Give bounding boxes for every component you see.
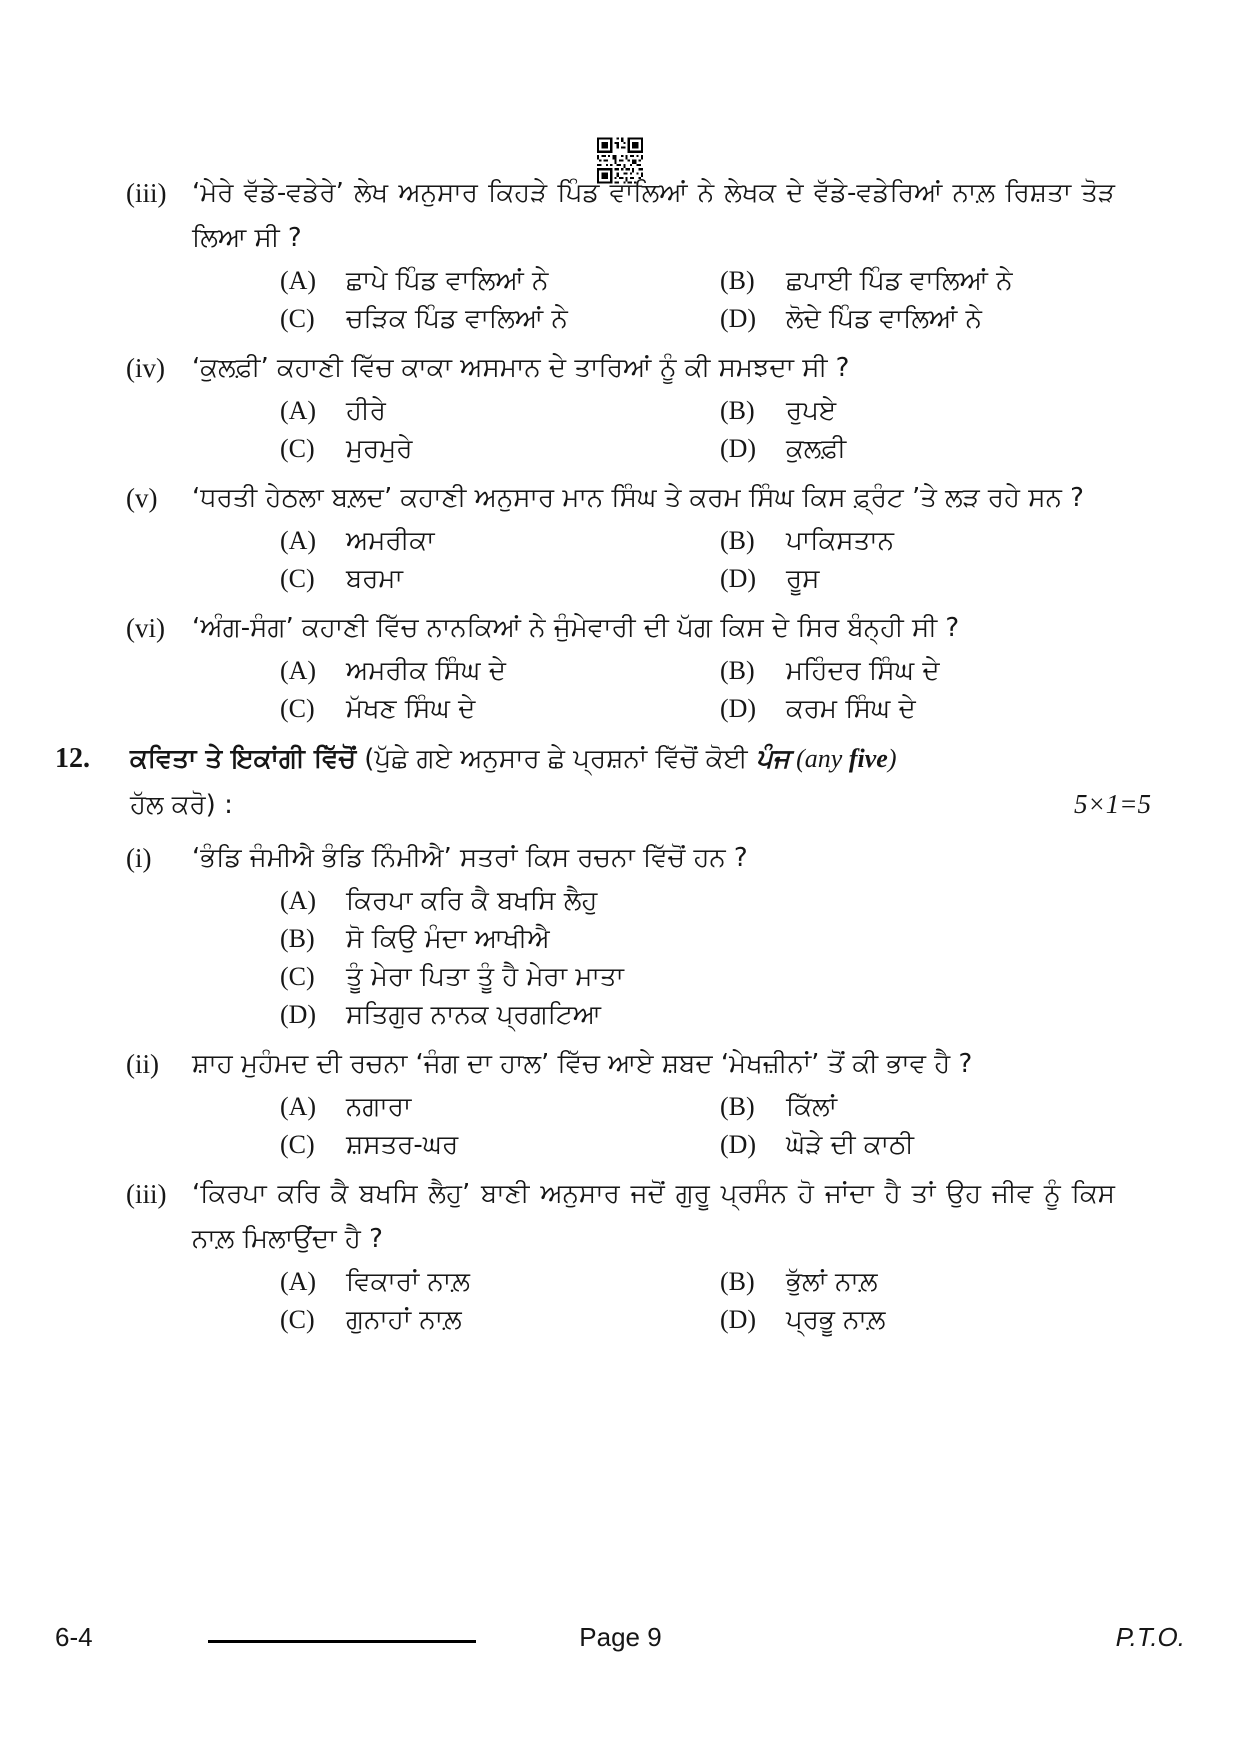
option-letter: (C) <box>280 1305 315 1334</box>
question-number: (iii) <box>126 178 167 208</box>
option-text: ਛਾਪੇ ਪਿੰਡ ਵਾਲਿਆਂ ਨੇ <box>346 266 549 296</box>
option-text: ਰੁਪਏ <box>786 396 837 426</box>
question-item-11-vi <box>0 606 1241 728</box>
instruction-anyfive-pre: (any <box>789 744 849 773</box>
option-text: ਅਮਰੀਕ ਸਿੰਘ ਦੇ <box>346 656 506 686</box>
option-letter: (C) <box>280 694 315 723</box>
option-letter: (A) <box>280 656 317 685</box>
question-text: ‘ਮੇਰੇ ਵੱਡੇ-ਵਡੇਰੇ’ ਲੇਖ ਅਨੁਸਾਰ ਕਿਹੜੇ ਪਿੰਡ ਵਾਲਿਆਂ ਨੇ ਲੇਖਕ ਦੇ ਵੱਡੇ-ਵਡੇਰਿਆਂ ਨਾਲ਼ ਰਿਸ਼ਤਾ ਤੋੜ ਲਿਆ ਸੀ ? <box>192 178 1115 253</box>
option-text: ਪਾਕਿਸਤਾਨ <box>786 526 894 556</box>
option-letter: (A) <box>280 266 317 295</box>
option-letter: (D) <box>280 1000 317 1029</box>
instruction-anyfive-word: five <box>848 744 888 773</box>
option-text: ਪ੍ਰਭੂ ਨਾਲ਼ <box>786 1305 886 1335</box>
option-text: ਹੀਰੇ <box>346 396 386 426</box>
question-number: (i) <box>126 843 152 873</box>
option-text: ਚੜਿਕ ਪਿੰਡ ਵਾਲਿਆਂ ਨੇ <box>346 304 568 334</box>
option-text: ਰੂਸ <box>786 564 820 594</box>
option-a <box>280 262 720 300</box>
option-letter: (A) <box>280 886 317 915</box>
question-item-11-v <box>0 476 1241 598</box>
option-letter: (B) <box>720 1092 755 1121</box>
question-item-11-iv <box>0 346 1241 468</box>
page-footer <box>0 1620 1241 1665</box>
question-12-header <box>0 736 1241 828</box>
option-letter: (B) <box>720 656 755 685</box>
question-item-11-iii <box>0 171 1241 338</box>
question-number: (ii) <box>126 1049 159 1079</box>
instruction-five-bold: ਪੰਜ <box>755 744 790 774</box>
option-b <box>280 920 550 958</box>
option-b <box>720 522 894 560</box>
option-text: ਕੁਲਫ਼ੀ <box>786 434 847 464</box>
option-letter: (B) <box>280 924 315 953</box>
question-number: 12. <box>55 743 90 774</box>
option-d <box>720 1126 914 1164</box>
option-c <box>280 1301 720 1339</box>
question-text: ‘ਅੰਗ-ਸੰਗ’ ਕਹਾਣੀ ਵਿੱਚ ਨਾਨਕਿਆਂ ਨੇ ਜੁੰਮੇਵਾਰੀ ਦੀ ਪੱਗ ਕਿਸ ਦੇ ਸਿਰ ਬੰਨ੍ਹੀ ਸੀ ? <box>192 613 960 643</box>
option-b <box>720 262 1013 300</box>
instruction-line2: ਹੱਲ ਕਰੋ) : <box>130 790 233 820</box>
question-item-12-iii <box>0 1172 1241 1339</box>
option-a <box>280 882 597 920</box>
pto-label: P.T.O. <box>1115 1622 1185 1652</box>
option-text: ਛਪਾਈ ਪਿੰਡ ਵਾਲਿਆਂ ਨੇ <box>786 266 1013 296</box>
question-number: (iii) <box>126 1179 167 1209</box>
option-text: ਸਤਿਗੁਰ ਨਾਨਕ ਪ੍ਰਗਟਿਆ <box>346 1000 602 1030</box>
option-text: ਮੱਖਣ ਸਿੰਘ ਦੇ <box>346 694 476 724</box>
option-text: ਮੁਰਮੁਰੇ <box>346 434 413 464</box>
option-letter: (C) <box>280 1130 315 1159</box>
option-d <box>720 1301 885 1339</box>
option-letter: (B) <box>720 1267 755 1296</box>
option-text: ਲੋਦੇ ਪਿੰਡ ਵਾਲਿਆਂ ਨੇ <box>786 304 982 334</box>
option-letter: (D) <box>720 434 757 463</box>
option-c <box>280 1126 720 1164</box>
question-number: (v) <box>126 483 158 513</box>
option-letter: (A) <box>280 526 317 555</box>
option-text: ਮਹਿੰਦਰ ਸਿੰਘ ਦੇ <box>786 656 940 686</box>
question-text: ‘ਕਿਰਪਾ ਕਰਿ ਕੈ ਬਖਸਿ ਲੈਹੁ’ ਬਾਣੀ ਅਨੁਸਾਰ ਜਦੋਂ ਗੁਰੂ ਪ੍ਰਸੰਨ ਹੋ ਜਾਂਦਾ ਹੈ ਤਾਂ ਉਹ ਜੀਵ ਨੂੰ ਕਿਸ ਨਾਲ਼ ਮਿਲਾਉਂਦਾ ਹੈ ? <box>192 1179 1115 1254</box>
option-text: ਅਮਰੀਕਾ <box>346 526 435 556</box>
option-text: ਕਰਮ ਸਿੰਘ ਦੇ <box>786 694 916 724</box>
option-letter: (C) <box>280 304 315 333</box>
option-letter: (B) <box>720 526 755 555</box>
option-text: ਸੋ ਕਿਉ ਮੰਦਾ ਆਖੀਐ <box>346 924 550 954</box>
option-a <box>280 652 720 690</box>
option-c <box>280 958 624 996</box>
option-text: ਵਿਕਾਰਾਂ ਨਾਲ਼ <box>346 1267 470 1297</box>
option-a <box>280 1263 720 1301</box>
paper-code: 6-4 <box>55 1622 93 1652</box>
marks-label: 5×1=5 <box>1074 789 1151 819</box>
page-content <box>0 171 1241 1347</box>
option-a <box>280 522 720 560</box>
question-number: (iv) <box>126 353 165 383</box>
option-d <box>280 996 601 1034</box>
question-12-instruction <box>130 736 1151 782</box>
instruction-bold-text: ਕਵਿਤਾ ਤੇ ਇਕਾਂਗੀ ਵਿੱਚੋਂ <box>130 744 357 774</box>
instruction-text: (ਪੁੱਛੇ ਗਏ ਅਨੁਸਾਰ ਛੇ ਪ੍ਰਸ਼ਨਾਂ ਵਿੱਚੋਂ ਕੋਈ <box>356 744 756 774</box>
option-text: ਨਗਾਰਾ <box>346 1092 412 1122</box>
question-item-12-i <box>0 836 1241 1034</box>
option-d <box>720 430 846 468</box>
option-b <box>720 1088 837 1126</box>
option-text: ਸ਼ਸਤਰ-ਘਰ <box>346 1130 459 1160</box>
question-text: ਸ਼ਾਹ ਮੁਹੰਮਦ ਦੀ ਰਚਨਾ ‘ਜੰਗ ਦਾ ਹਾਲ’ ਵਿੱਚ ਆਏ ਸ਼ਬਦ ‘ਮੇਖਜ਼ੀਨਾਂ’ ਤੋਂ ਕੀ ਭਾਵ ਹੈ ? <box>192 1049 973 1079</box>
option-letter: (C) <box>280 564 315 593</box>
option-letter: (B) <box>720 266 755 295</box>
instruction-anyfive-post: ) <box>887 744 897 773</box>
option-b <box>720 652 940 690</box>
option-c <box>280 430 720 468</box>
question-number: (vi) <box>126 613 165 643</box>
option-b <box>720 392 836 430</box>
option-text: ਕਿਰਪਾ ਕਰਿ ਕੈ ਬਖਸਿ ਲੈਹੁ <box>346 886 598 916</box>
option-letter: (D) <box>720 564 757 593</box>
option-text: ਘੋੜੇ ਦੀ ਕਾਠੀ <box>786 1130 914 1160</box>
option-text: ਗੁਨਾਹਾਂ ਨਾਲ਼ <box>346 1305 462 1335</box>
option-a <box>280 1088 720 1126</box>
option-letter: (C) <box>280 434 315 463</box>
question-item-12-ii <box>0 1042 1241 1164</box>
option-letter: (C) <box>280 962 315 991</box>
option-a <box>280 392 720 430</box>
option-text: ਤੂੰ ਮੇਰਾ ਪਿਤਾ ਤੂੰ ਹੈ ਮੇਰਾ ਮਾਤਾ <box>346 962 624 992</box>
option-text: ਭੁੱਲਾਂ ਨਾਲ਼ <box>786 1267 878 1297</box>
option-text: ਕਿੱਲਾਂ <box>786 1092 838 1122</box>
option-text: ਬਰਮਾ <box>346 564 403 594</box>
option-c <box>280 560 720 598</box>
option-letter: (D) <box>720 694 757 723</box>
option-c <box>280 300 720 338</box>
option-c <box>280 690 720 728</box>
question-text: ‘ਭੰਡਿ ਜੰਮੀਐ ਭੰਡਿ ਨਿੰਮੀਐ’ ਸਤਰਾਂ ਕਿਸ ਰਚਨਾ ਵਿੱਚੋਂ ਹਨ ? <box>192 843 748 873</box>
option-d <box>720 560 819 598</box>
question-text: ‘ਕੁਲਫ਼ੀ’ ਕਹਾਣੀ ਵਿੱਚ ਕਾਕਾ ਅਸਮਾਨ ਦੇ ਤਾਰਿਆਂ ਨੂੰ ਕੀ ਸਮਝਦਾ ਸੀ ? <box>192 353 850 383</box>
page-number: Page 9 <box>579 1622 662 1652</box>
option-letter: (B) <box>720 396 755 425</box>
option-letter: (A) <box>280 1092 317 1121</box>
option-d <box>720 690 916 728</box>
option-letter: (A) <box>280 396 317 425</box>
option-letter: (D) <box>720 1130 757 1159</box>
option-letter: (D) <box>720 1305 757 1334</box>
option-letter: (D) <box>720 304 757 333</box>
option-b <box>720 1263 878 1301</box>
option-letter: (A) <box>280 1267 317 1296</box>
option-d <box>720 300 982 338</box>
question-text: ‘ਧਰਤੀ ਹੇਠਲਾ ਬਲ਼ਦ’ ਕਹਾਣੀ ਅਨੁਸਾਰ ਮਾਨ ਸਿੰਘ ਤੇ ਕਰਮ ਸਿੰਘ ਕਿਸ ਫ਼੍ਰੰਟ ’ਤੇ ਲੜ ਰਹੇ ਸਨ ? <box>192 483 1084 513</box>
